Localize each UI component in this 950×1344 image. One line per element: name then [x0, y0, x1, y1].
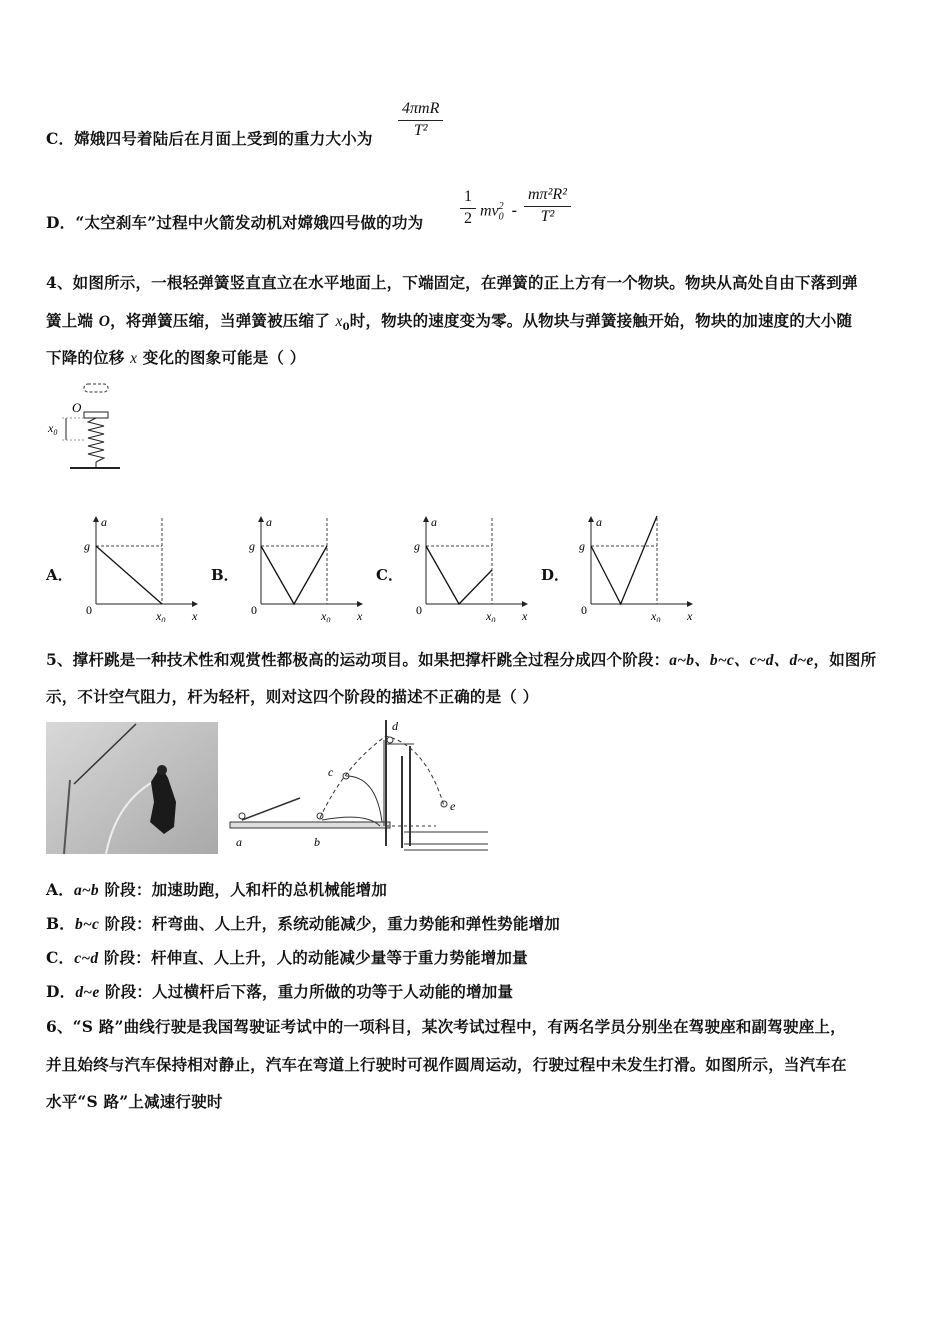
axis-label-a: a — [596, 515, 602, 529]
figure-e — [441, 801, 447, 807]
q6-line-1: 6、“S 路”曲线行驶是我国驾驶证考试中的一项科目，某次考试过程中，有两名学员分别坐在驾驶座和副驾驶座上， — [46, 1017, 846, 1036]
block-plate-icon — [84, 412, 108, 418]
axis-label-x0: $x_0$ — [321, 609, 331, 622]
pole-vault-diagram — [226, 716, 492, 856]
q3-option-d-fraction — [524, 186, 571, 226]
diagram-label-d: d — [392, 719, 398, 733]
block-dashed-icon — [84, 384, 108, 392]
x-axis-arrow — [192, 601, 198, 607]
x-axis-arrow — [357, 601, 363, 607]
a-curve — [591, 516, 657, 604]
minus-sign: - — [511, 202, 517, 220]
q5-text: 5、撑杆跳是一种技术性和观赏性都极高的运动项目。如果把撑杆跳全过程分成四个阶段： — [46, 650, 670, 669]
trajectory — [320, 736, 444, 818]
frac2-denominator: T² — [540, 208, 555, 225]
a-curve — [96, 546, 162, 604]
q3-option-c — [46, 127, 373, 149]
a-x-graph — [76, 512, 226, 622]
axis-label-origin: 0 — [581, 603, 587, 617]
y-axis-arrow — [423, 516, 429, 522]
axis-label-x: x — [357, 609, 363, 622]
q3-option-d-half — [460, 188, 476, 228]
spring-icon — [88, 418, 104, 462]
a-x-graph — [406, 512, 556, 622]
axis-label-a: a — [101, 515, 107, 529]
axis-label-origin: 0 — [86, 603, 92, 617]
q4-option-label: C． — [376, 566, 403, 584]
q4-x: x — [130, 350, 138, 367]
q3-option-d — [46, 211, 423, 233]
q5-line-2: 示，不计空气阻力，杆为轻杆，则对这四个阶段的描述不正确的是（ ） — [46, 687, 539, 706]
axis-label-g: g — [249, 539, 255, 553]
q5-option-a: A．a~b 阶段：加速助跑，人和杆的总机械能增加 — [46, 880, 388, 899]
pole-vault-photo — [46, 722, 218, 854]
axis-label-x: x — [522, 609, 528, 622]
q4-line-3 — [46, 346, 305, 368]
q3-option-d-term1 — [480, 201, 517, 223]
term-mv: mv — [480, 202, 499, 220]
diagram-label-c: c — [328, 765, 334, 779]
q4-text: 簧上端 — [46, 311, 99, 330]
q4-option-label: A． — [46, 566, 73, 584]
q5-line-1 — [46, 648, 876, 670]
axis-label-x: x — [687, 609, 693, 622]
y-axis-arrow — [588, 516, 594, 522]
frac-denominator: T² — [413, 122, 428, 139]
q5-option-c: C．c~d 阶段：杆伸直、人上升，人的动能减少量等于重力势能增加量 — [46, 948, 528, 967]
figure-a — [239, 813, 245, 819]
q4-text: 下降的位移 — [46, 348, 131, 367]
q4-x0: x — [335, 313, 343, 330]
q4-line-2 — [46, 309, 852, 333]
figure-b — [317, 813, 323, 819]
spring-label-O: O — [72, 400, 82, 415]
q6-line-2: 并且始终与汽车保持相对静止，汽车在弯道上行驶时可视作圆周运动，行驶过程中未发生打滑。如图所示，当汽车在 — [46, 1055, 847, 1074]
q4-text: ，将弹簧压缩，当弹簧被压缩了 — [110, 311, 336, 330]
diagram-label-b: b — [314, 835, 320, 849]
diagram-label-e: e — [450, 799, 456, 813]
axis-label-x: x — [192, 609, 198, 622]
x-axis-arrow — [522, 601, 528, 607]
axis-label-x0: $x_0$ — [651, 609, 661, 622]
term-sub: 0 — [498, 211, 504, 223]
axis-label-a: a — [431, 515, 437, 529]
half-numerator: 1 — [464, 188, 472, 205]
axis-label-x0: $x_0$ — [156, 609, 166, 622]
q3-option-c-text: C．嫦娥四号着陆后在月面上受到的重力大小为 — [46, 129, 373, 148]
q4-text: 变化的图象可能是（ ） — [137, 348, 306, 367]
axis-label-g: g — [579, 539, 585, 553]
half-denominator: 2 — [464, 210, 472, 227]
q4-x0-sub: 0 — [342, 322, 350, 334]
q4-text: 时，物块的速度变为零。从物块与弹簧接触开始，物块的加速度的大小随 — [349, 311, 853, 330]
q3-option-c-formula — [398, 100, 443, 140]
y-axis-arrow — [258, 516, 264, 522]
a-x-graph — [241, 512, 391, 622]
q5-option-d: D．d~e 阶段：人过横杆后下落，重力所做的功等于人动能的增加量 — [46, 982, 514, 1001]
q5-text: ，如图所 — [813, 650, 877, 669]
frac-numerator: 4πmR — [402, 100, 440, 117]
q6-line-3: 水平“S 路”上减速行驶时 — [46, 1092, 223, 1111]
axis-label-origin: 0 — [416, 603, 422, 617]
runway — [230, 822, 390, 828]
q5-stages: a~b、b~c、c~d、d~e — [669, 652, 814, 669]
axis-label-a: a — [266, 515, 272, 529]
a-curve — [261, 546, 327, 604]
diagram-label-a: a — [236, 835, 242, 849]
q4-option-label: D． — [541, 566, 570, 584]
frac2-numerator: mπ²R² — [528, 186, 567, 203]
spring-figure — [44, 380, 124, 476]
term-sup: 2 — [498, 201, 504, 212]
q4-O: O — [98, 313, 111, 330]
figure-d — [387, 737, 393, 743]
q3-option-d-text: D．“太空刹车”过程中火箭发动机对嫦娥四号做的功为 — [46, 213, 424, 232]
axis-label-x0: $x_0$ — [486, 609, 496, 622]
axis-label-g: g — [414, 539, 420, 553]
a-x-graph — [571, 512, 721, 622]
y-axis-arrow — [93, 516, 99, 522]
axis-label-g: g — [84, 539, 90, 553]
x-axis-arrow — [687, 601, 693, 607]
q4-option-label: B． — [211, 566, 239, 584]
spring-label-x0: $x_0$ — [48, 421, 58, 437]
a-curve — [426, 546, 492, 604]
pole-bent — [346, 776, 382, 822]
axis-label-origin: 0 — [251, 603, 257, 617]
q5-option-b: B．b~c 阶段：杆弯曲、人上升，系统动能减少，重力势能和弹性势能增加 — [46, 914, 560, 933]
q4-line-1: 4、如图所示，一根轻弹簧竖直直立在水平地面上，下端固定，在弹簧的正上方有一个物块。物块从高处自由下落到弹 — [46, 273, 858, 292]
pole-a — [242, 798, 300, 820]
